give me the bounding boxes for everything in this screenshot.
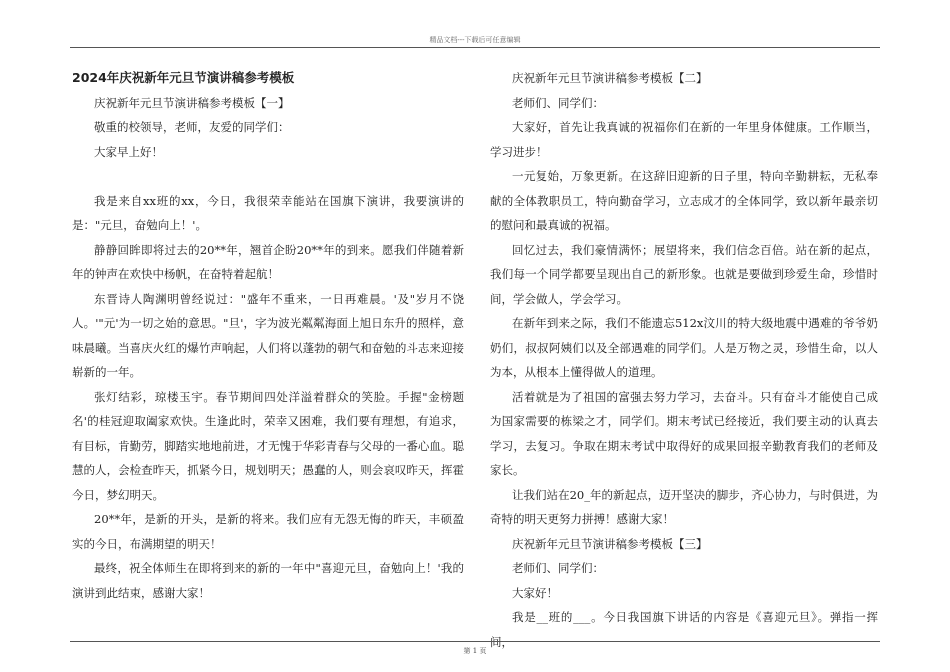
paragraph: 20**年，是新的开头，是新的将来。我们应有无怨无悔的昨天，丰硕盈实的今日，布满期望的明天！ [72,512,464,551]
right-column [490,66,878,654]
greeting: 大家早上好！ [94,144,163,159]
paragraph: 让我们站在20_年的新起点，迈开坚决的脚步，齐心协力，与时俱进，为奇特的明天更努力拼搏！感谢大家！ [490,487,878,526]
paragraph: 大家好，首先让我真诚的祝福你们在新的一年里身体健康。工作顺当，学习进步！ [490,120,878,159]
section-heading-1: 庆祝新年元旦节演讲稿参考模板【一】 [94,95,290,110]
paragraph: 活着就是为了祖国的富强去努力学习，去奋斗。只有奋斗才能使自己成为国家需要的栋梁之才，同学们。期末考试已经接近，我们要主动的认真去学习，去复习。争取在期末考试中取得好的成果回报辛勤教育我们的老师及家长。 [490,389,878,477]
footer-divider [70,641,880,642]
blank-line [72,164,464,189]
salutation: 老师们、同学们： [512,95,604,110]
paragraph: 张灯结彩，琼楼玉宇。春节期间四处洋溢着群众的笑脸。手握"金榜题名'的桂冠迎取阖家欢快。生逢此时，荣幸又困难，我们要有理想，有追求，有目标，肯勤劳，脚踏实地地前进，才无愧于华彩青春与父母的一番心血。聪慧的人，会检查昨天，抓紧今日，规划明天；愚蠢的人，则会哀叹昨天，挥霍今日，梦幻明天。 [72,389,464,502]
header-divider [70,47,880,48]
paragraph: 我是__班的___。今日我国旗下讲话的内容是《喜迎元旦》。弹指一挥间， [490,610,878,649]
paragraph: 在新年到来之际，我们不能遗忘512x汶川的特大级地震中遇难的爷爷奶奶们，叔叔阿姨们以及全部遇难的同学们。人是万物之灵，珍惜生命，以人为本，从根本上懂得做人的道理。 [490,316,878,379]
left-column [72,66,464,605]
paragraph: 回忆过去，我们豪情满怀；展望将来，我们信念百倍。站在新的起点，我们每一个同学都要呈现出自己的新形象。也就是要做到珍爱生命，珍惜时间，学会做人，学会学习。 [490,242,878,306]
document-title: 2024年庆祝新年元旦节演讲稿参考模板 [72,70,295,85]
page-header: 精品文档---下载后可任意编辑 [429,36,521,44]
paragraph: 静静回眸即将过去的20**年，翘首企盼20**年的到来。愿我们伴随着新年的钟声在欢快中杨帆，在奋特着起航！ [72,242,464,281]
section-heading-3: 庆祝新年元旦节演讲稿参考模板【三】 [512,536,708,551]
paragraph: 最终，祝全体师生在即将到来的新的一年中"喜迎元旦，奋勉向上！'我的演讲到此结束，感谢大家！ [72,561,464,600]
salutation: 敬重的校领导，老师，友爱的同学们： [94,120,290,134]
section-heading-2: 庆祝新年元旦节演讲稿参考模板【二】 [512,71,708,85]
paragraph: 一元复始，万象更新。在这辞旧迎新的日子里，特向辛勤耕耘，无私奉献的全体教职员工，特向勤奋学习，立志成才的全体同学，致以新年最亲切的慰问和最真诚的祝福。 [490,169,878,232]
paragraph: 东晋诗人陶渊明曾经说过："盛年不重来，一日再难晨。'及"岁月不饶人。'"元'为一切之始的意思。"旦'，字为波光粼粼海面上旭日东升的照样，意味晨曦。当喜庆火红的爆竹声响起，人们将以蓬勃的朝气和奋勉的斗志来迎接崭新的一年。 [72,291,464,379]
page-number: 第 1 页 [463,647,487,655]
greeting: 大家好！ [512,585,558,600]
salutation: 老师们、同学们： [512,561,604,575]
paragraph: 我是来自xx班的xx，今日，我很荣幸能站在国旗下演讲，我要演讲的是："元旦，奋勉向上！'。 [72,193,464,232]
